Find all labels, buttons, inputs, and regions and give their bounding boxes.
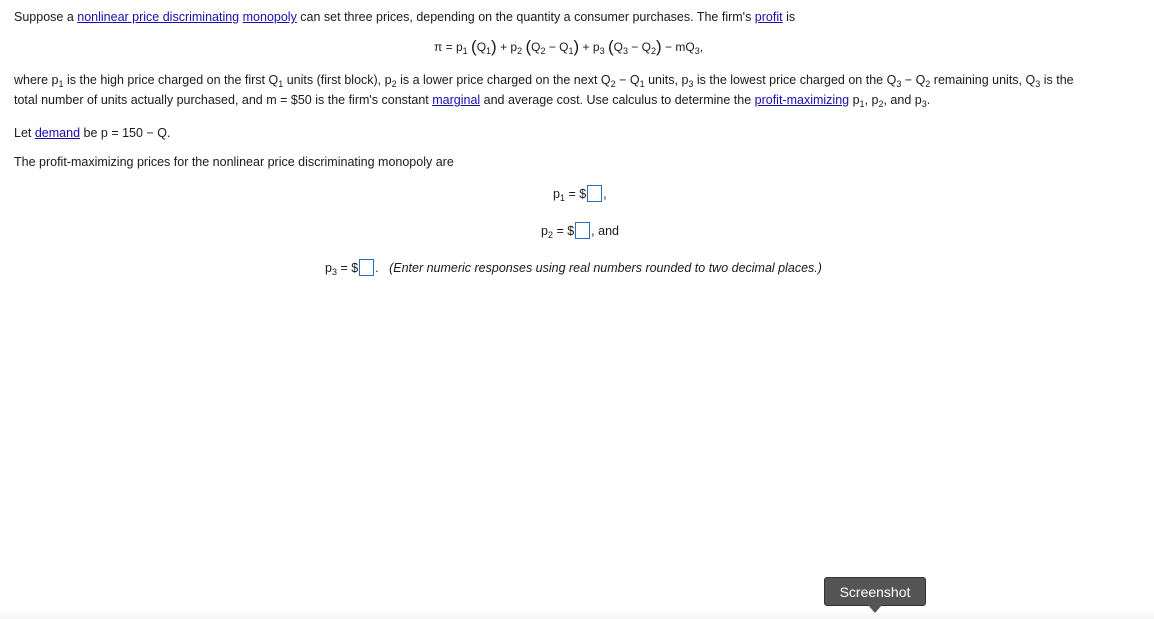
- formula-p3: p: [592, 40, 600, 54]
- answer-row-p2: [541, 222, 619, 239]
- def-text: − Q: [615, 73, 640, 87]
- p3-after: .: [375, 261, 379, 275]
- formula-paren-close: ): [491, 37, 497, 56]
- p1-label: p: [553, 187, 560, 201]
- def-text: units (first block), p: [283, 73, 392, 87]
- formula-sub: 2: [651, 46, 657, 56]
- def-text: is a lower price charged on the next Q: [396, 73, 611, 87]
- definition-line-1: [14, 74, 1074, 87]
- def-sub: 3: [896, 79, 902, 89]
- formula-plus: +: [500, 40, 511, 54]
- formula-cost-term: − mQ: [665, 40, 695, 54]
- answer-row-p3: [325, 259, 822, 276]
- formula-pi: π: [434, 40, 443, 54]
- def-sub: 3: [1035, 79, 1041, 89]
- intro-text-3: is: [782, 10, 796, 24]
- formula-sub: 1: [568, 46, 574, 56]
- link-profit[interactable]: profit: [754, 10, 783, 24]
- def-text: , p: [864, 93, 879, 107]
- def-text: is the lowest price charged on the Q: [693, 73, 897, 87]
- p1-input[interactable]: [587, 185, 602, 202]
- answer-prompt: The profit-maximizing prices for the nonlinear price discriminating monopoly are: [14, 155, 454, 169]
- formula-p1: p: [455, 40, 463, 54]
- link-nonlinear-price-discriminating[interactable]: nonlinear price discriminating: [77, 10, 240, 24]
- p1-sub: 1: [559, 193, 565, 203]
- formula-sub: 1: [486, 46, 492, 56]
- formula-sub: 2: [540, 46, 546, 56]
- p2-currency: = $: [552, 224, 575, 238]
- formula-q2: Q: [531, 40, 541, 54]
- demand-text-2: be p = 150 − Q.: [80, 126, 171, 140]
- formula-paren-open: (: [607, 37, 614, 56]
- link-demand[interactable]: demand: [34, 126, 81, 140]
- def-sub: 3: [921, 99, 927, 109]
- def-text: p: [849, 93, 860, 107]
- bottom-fade: [0, 610, 1154, 619]
- def-sub: 1: [278, 79, 284, 89]
- p1-after: ,: [603, 187, 607, 201]
- def-text: total number of units actually purchased, and m = $50 is the firm's constant: [14, 93, 433, 107]
- p3-currency: = $: [336, 261, 359, 275]
- def-sub: 1: [859, 99, 865, 109]
- demand-text-1: Let: [14, 126, 35, 140]
- formula-equals: =: [442, 40, 456, 54]
- def-text: .: [926, 93, 931, 107]
- formula-minus: −: [627, 40, 642, 54]
- formula-paren-open: (: [471, 37, 477, 56]
- profit-formula: [434, 37, 704, 56]
- p3-label: p: [325, 261, 332, 275]
- formula-minus: −: [545, 40, 560, 54]
- link-monopoly[interactable]: monopoly: [242, 10, 297, 24]
- def-text: − Q: [901, 73, 926, 87]
- formula-sub: 2: [517, 46, 523, 56]
- p2-sub: 2: [547, 230, 553, 240]
- def-text: remaining units, Q: [930, 73, 1036, 87]
- formula-q3: Q: [613, 40, 623, 54]
- formula-plus: +: [582, 40, 593, 54]
- intro-text-1: Suppose a: [14, 10, 78, 24]
- def-sub: 1: [639, 79, 645, 89]
- formula-q2: Q: [641, 40, 651, 54]
- def-sub: 3: [688, 79, 694, 89]
- def-text: units, p: [644, 73, 689, 87]
- formula-sub: 3: [694, 46, 700, 56]
- link-marginal[interactable]: marginal: [432, 93, 481, 107]
- formula-p2: p: [510, 40, 518, 54]
- def-text: is the high price charged on the first Q: [63, 73, 279, 87]
- formula-paren-close: ): [656, 37, 662, 56]
- formula-sub: 1: [462, 46, 468, 56]
- def-sub: 2: [391, 79, 397, 89]
- def-sub: 2: [878, 99, 884, 109]
- formula-paren-close: ): [573, 37, 580, 56]
- rounding-note: (Enter numeric responses using real numbers rounded to two decimal places.): [389, 261, 822, 275]
- formula-comma: ,: [699, 40, 704, 54]
- formula-q1: Q: [476, 40, 487, 54]
- p1-currency: = $: [564, 187, 587, 201]
- intro-text-2: can set three prices, depending on the quantity a consumer purchases. The firm's: [296, 10, 755, 24]
- def-sub: 2: [610, 79, 616, 89]
- def-text: where p: [14, 73, 59, 87]
- link-profit-maximizing[interactable]: profit-maximizing: [754, 93, 850, 107]
- intro-line: [14, 11, 795, 24]
- def-sub: 1: [58, 79, 64, 89]
- p2-input[interactable]: [575, 222, 590, 239]
- screenshot-button-pointer: [868, 605, 882, 613]
- definition-line-2: [14, 94, 930, 107]
- formula-sub: 3: [599, 46, 605, 56]
- formula-q1: Q: [559, 40, 569, 54]
- def-text: , and p: [883, 93, 922, 107]
- screenshot-button[interactable]: Screenshot: [824, 577, 926, 606]
- p3-sub: 3: [331, 267, 337, 277]
- formula-paren-open: (: [525, 37, 532, 56]
- demand-line: [14, 127, 170, 140]
- def-text: and average cost. Use calculus to determine the: [480, 93, 755, 107]
- answer-row-p1: [553, 185, 607, 202]
- def-text: is the: [1040, 73, 1074, 87]
- p2-label: p: [541, 224, 548, 238]
- p3-input[interactable]: [359, 259, 374, 276]
- def-sub: 2: [925, 79, 931, 89]
- p2-after: , and: [591, 224, 619, 238]
- formula-sub: 3: [622, 46, 628, 56]
